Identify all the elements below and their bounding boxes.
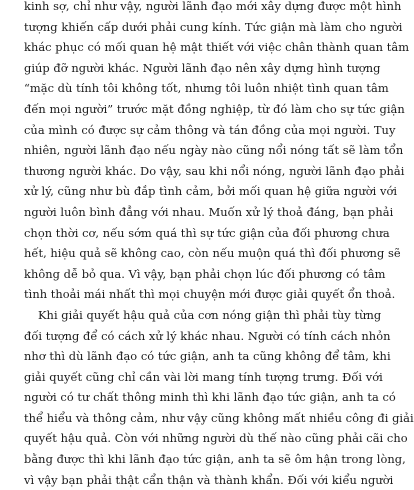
text-column <box>24 0 414 490</box>
text-line: vì vậy bạn phải thật cẩn thận và thành khẩn. Đối với kiểu người <box>24 472 394 487</box>
text-line: đối tượng để có cách xử lý khác nhau. Người có tính cách nhỏn <box>24 328 391 343</box>
text-line: tượng khiến cấp dưới phải cung kính. Tức giận mà làm cho người <box>24 19 403 34</box>
text-line: quyết hậu quả. Còn với những người dù thế nào cũng phải cãi cho <box>24 431 408 446</box>
text-line: Khi giải quyết hậu quả của cơn nóng giận thì phải tùy từng <box>38 307 382 322</box>
text-line: khác phục có mối quan hệ mật thiết với việc chân thành quan tâm <box>24 40 410 55</box>
text-line: “mặc dù tính tôi không tốt, nhưng tôi luôn nhiệt tình quan tâm <box>24 81 389 96</box>
text-line: giải quyết cũng chỉ cần vài lời mang tính tượng trưng. Đối với <box>24 369 383 384</box>
text-line: kinh sợ, chỉ như vậy, người lãnh đạo mới xây dựng được một hình <box>24 0 402 13</box>
text-line: nhiên, người lãnh đạo nếu ngày nào cũng nổi nóng tất sẽ làm tổn <box>24 143 404 158</box>
text-line: của mình có được sự cảm thông và tán đồng của mọi người. Tuy <box>24 122 396 137</box>
text-line: thể hiểu và thông cảm, như vậy cũng không mất nhiều công đi giải <box>24 410 414 425</box>
paragraph-1 <box>24 0 410 305</box>
text-line: hết, hiệu quả sẽ không cao, còn nếu muộn quá thì đối phương sẽ <box>24 246 401 261</box>
text-line: thương người khác. Do vậy, sau khi nổi nóng, người lãnh đạo phải <box>24 163 405 178</box>
text-line: người luôn bình đẳng với nhau. Muốn xử lý thoả đáng, bạn phải <box>24 204 394 219</box>
text-line: không dễ bỏ qua. Vì vậy, bạn phải chọn lúc đối phương có tâm <box>24 266 386 281</box>
paragraph-2 <box>24 305 414 490</box>
text-line: tình thoải mái nhất thì mọi chuyện mới được giải quyết ổn thoả. <box>24 287 396 302</box>
text-line: bằng được thì khi lãnh đạo tức giận, anh ta sẽ ôm hận trong lòng, <box>24 452 406 467</box>
text-line: nhơ thì dù lãnh đạo có tức giận, anh ta cũng không để tâm, khi <box>24 349 391 364</box>
text-line: người có tư chất thông minh thì khi lãnh đạo tức giận, anh ta có <box>24 390 396 405</box>
text-line: giúp đỡ người khác. Người lãnh đạo nên xây dựng hình tượng <box>24 60 381 75</box>
text-line: chọn thời cơ, nếu sớm quá thì sự tức giận của đối phương chưa <box>24 225 390 240</box>
text-line: xử lý, cũng như bù đắp tình cảm, bởi mối quan hệ giữa người với <box>24 184 398 199</box>
text-line: đến mọi người” trước mặt đồng nghiệp, từ đó làm cho sự tức giận <box>24 101 405 116</box>
